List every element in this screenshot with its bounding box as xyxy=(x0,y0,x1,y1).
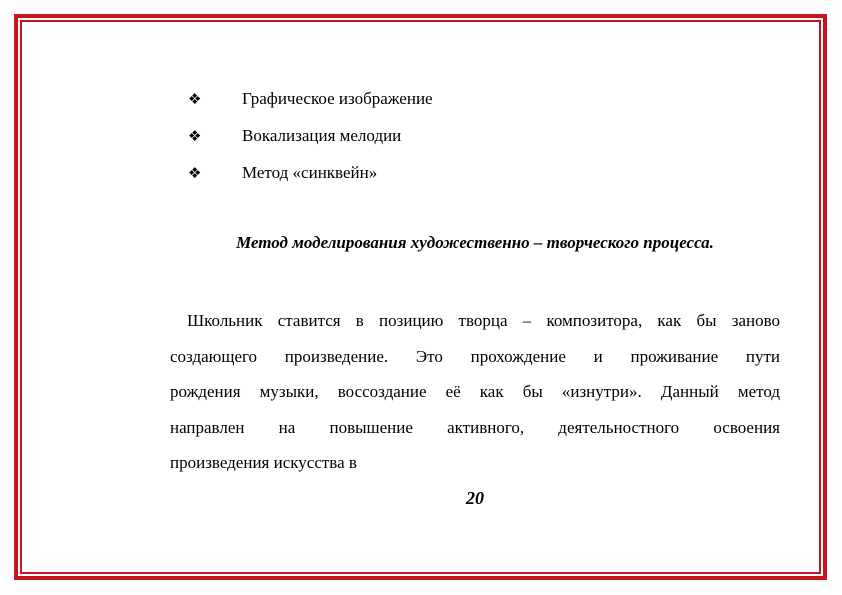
section-heading: Метод моделирования художественно – творческого процесса. xyxy=(236,233,714,252)
paragraph-line: создающего произведение. Это прохождение и проживание пути xyxy=(170,346,780,366)
list-item-label: Метод «синквейн» xyxy=(242,163,378,182)
list-item-label: Графическое изображение xyxy=(242,89,433,108)
diamond-bullet-icon: ❖ xyxy=(188,164,202,182)
list-item-label: Вокализация мелодии xyxy=(242,126,402,145)
body-paragraph xyxy=(170,308,780,486)
page-number: 20 xyxy=(466,488,484,508)
paragraph-line: направлен на повышение активного, деятельностного освоения xyxy=(170,417,780,437)
paragraph-line: произведения искусства в xyxy=(170,453,357,473)
diamond-bullet-icon: ❖ xyxy=(188,90,202,108)
diamond-bullet-icon: ❖ xyxy=(188,127,202,145)
paragraph-line: Школьник ставится в позицию творца – композитора, как бы заново xyxy=(187,311,780,330)
paragraph-line: рождения музыки, воссоздание её как бы «изнутри». Данный метод xyxy=(170,382,780,402)
